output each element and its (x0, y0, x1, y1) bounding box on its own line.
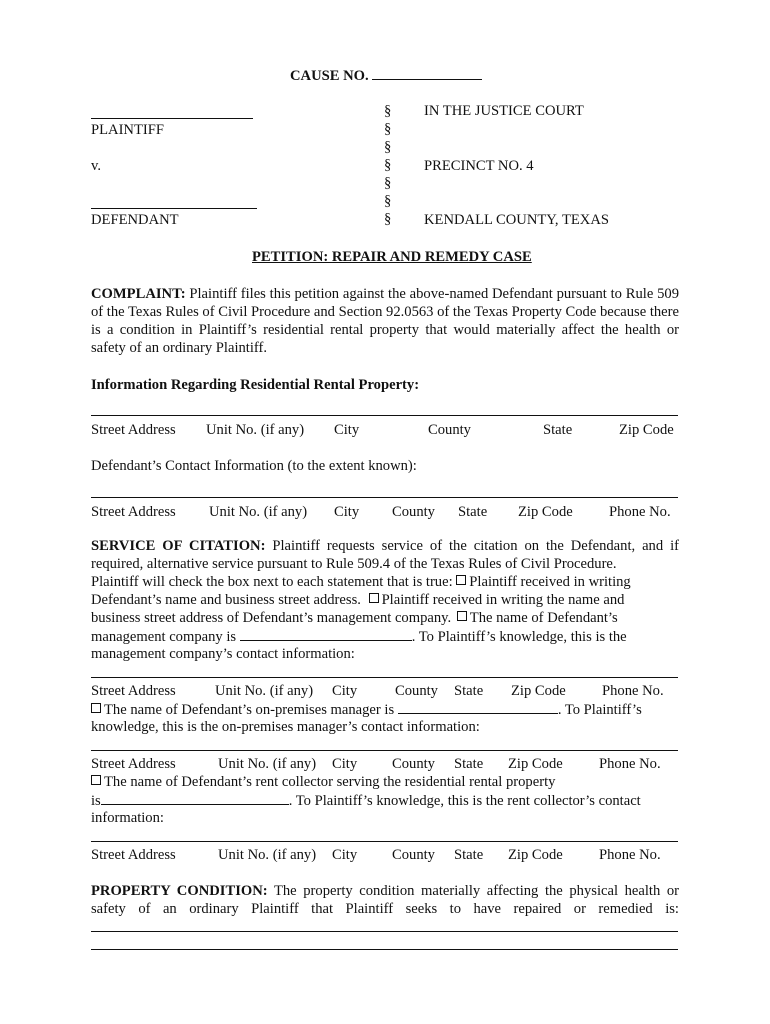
precinct-number: PRECINCT NO. 4 (424, 158, 534, 174)
cause-number (290, 66, 482, 85)
column-zip: Zip Code (511, 683, 566, 699)
column-city: City (332, 683, 358, 699)
service-text: Plaintiff will check the box next to each statement that is true: (91, 574, 453, 590)
defendant-contact-line[interactable] (91, 497, 678, 498)
service-text: The name of Defendant’s (469, 610, 618, 626)
condition-line-1 (91, 882, 679, 900)
column-zip: Zip Code (508, 847, 563, 863)
property-columns-row (91, 421, 679, 439)
checkbox-management-company[interactable] (457, 611, 467, 621)
column-state: State (454, 847, 484, 863)
defendant-columns-row (91, 503, 679, 521)
column-city: City (334, 504, 360, 520)
rent-line-1 (91, 773, 679, 791)
service-text: The name of Defendant’s rent collector serving the residential rental property (104, 774, 556, 790)
service-text: business street address of Defendant’s management company. (91, 610, 452, 626)
condition-answer-line[interactable] (91, 949, 678, 950)
plaintiff-name-field[interactable] (91, 105, 253, 119)
column-city: City (332, 847, 358, 863)
complaint-text: Plaintiff files this petition against the above-named Defendant pursuant to Rule 509 of the Texas Rules of Civil Procedure and Section 92.0563 of the Texas Property Code because there is a condition in Plaintiff’s residential rental property that would materially affect the health or safety of an ordinary Plaintiff. (91, 286, 680, 356)
onprem-columns-row (91, 755, 679, 773)
column-unit: Unit No. (if any) (218, 756, 317, 772)
column-city: City (332, 756, 358, 772)
onprem-line-1 (91, 700, 679, 719)
column-phone: Phone No. (602, 683, 664, 699)
service-text: The name of Defendant’s on-premises manager is (104, 702, 395, 718)
defendant-contact-label: Defendant’s Contact Information (to the extent known): (91, 458, 417, 474)
column-county: County (392, 847, 435, 863)
onprem-line-2: knowledge, this is the on-premises manager’s contact information: (91, 719, 480, 735)
section-sign: § (384, 175, 392, 191)
section-sign: § (384, 211, 392, 227)
column-county: County (395, 683, 438, 699)
onprem-contact-line[interactable] (91, 750, 678, 751)
rent-collector-field[interactable] (101, 791, 289, 805)
management-columns-row (91, 682, 679, 700)
property-info-heading: Information Regarding Residential Rental Property: (91, 377, 420, 393)
rent-columns-row (91, 846, 679, 864)
county-name: KENDALL COUNTY, TEXAS (424, 212, 609, 228)
service-line-4 (91, 591, 679, 609)
complaint-paragraph (91, 285, 679, 357)
column-county: County (392, 756, 435, 772)
defendant-label: DEFENDANT (91, 212, 179, 228)
checkbox-received-management[interactable] (369, 593, 379, 603)
service-line-3 (91, 573, 679, 591)
service-text: is (91, 793, 101, 809)
document-title: PETITION: REPAIR AND REMEDY CASE (252, 249, 532, 265)
column-street-address: Street Address (91, 683, 176, 699)
column-phone: Phone No. (599, 847, 661, 863)
service-text: . To Plaintiff’s (557, 702, 642, 718)
column-state: State (454, 683, 484, 699)
onprem-manager-field[interactable] (398, 700, 558, 714)
service-text: management company is (91, 629, 237, 645)
column-street-address: Street Address (91, 756, 176, 772)
defendant-name-field[interactable] (91, 195, 257, 209)
rent-contact-line[interactable] (91, 841, 678, 842)
column-state: State (543, 422, 573, 438)
versus-label: v. (91, 158, 101, 174)
service-heading: SERVICE OF CITATION: (91, 538, 266, 554)
rent-line-3: information: (91, 810, 164, 826)
section-sign: § (384, 103, 392, 119)
condition-line-2: safety of an ordinary Plaintiff that Plaintiff seeks to have repaired or remedied is: (91, 901, 679, 917)
column-phone: Phone No. (599, 756, 661, 772)
cause-number-field[interactable] (372, 66, 482, 80)
column-county: County (392, 504, 435, 520)
section-sign: § (384, 157, 392, 173)
column-phone: Phone No. (609, 504, 671, 520)
condition-text: The property condition materially affecting the physical health or (273, 883, 680, 899)
section-sign: § (384, 139, 392, 155)
column-unit: Unit No. (if any) (218, 847, 317, 863)
checkbox-onprem-manager[interactable] (91, 703, 101, 713)
cause-label: CAUSE NO. (290, 68, 369, 84)
column-street-address: Street Address (91, 504, 176, 520)
column-county: County (428, 422, 471, 438)
service-line-7: management company’s contact information: (91, 646, 355, 662)
service-text: Plaintiff received in writing the name and (381, 592, 625, 608)
column-unit: Unit No. (if any) (206, 422, 305, 438)
condition-heading: PROPERTY CONDITION: (91, 883, 268, 899)
service-text: Defendant’s name and business street address. (91, 592, 361, 608)
column-state: State (454, 756, 484, 772)
section-sign: § (384, 121, 392, 137)
column-city: City (334, 422, 360, 438)
service-line-2: required, alternative service pursuant to Rule 509.4 of the Texas Rules of Civil Procedure. (91, 556, 617, 572)
column-unit: Unit No. (if any) (215, 683, 314, 699)
plaintiff-label: PLAINTIFF (91, 122, 164, 138)
checkbox-received-defendant[interactable] (456, 575, 466, 585)
column-zip: Zip Code (518, 504, 573, 520)
section-sign: § (384, 193, 392, 209)
property-address-line[interactable] (91, 415, 678, 416)
service-text: Plaintiff requests service of the citation on the Defendant, and if (272, 538, 679, 554)
service-text: . To Plaintiff’s knowledge, this is the (411, 629, 627, 645)
column-unit: Unit No. (if any) (209, 504, 308, 520)
management-company-field[interactable] (240, 627, 412, 641)
service-text: Plaintiff received in writing (469, 574, 631, 590)
rent-line-2 (91, 791, 679, 810)
column-state: State (458, 504, 488, 520)
column-street-address: Street Address (91, 847, 176, 863)
condition-answer-line[interactable] (91, 931, 678, 932)
column-zip: Zip Code (508, 756, 563, 772)
management-contact-line[interactable] (91, 677, 678, 678)
service-line-5 (91, 609, 679, 627)
service-line-6 (91, 627, 679, 646)
service-text: . To Plaintiff’s knowledge, this is the rent collector’s contact (288, 793, 641, 809)
column-zip: Zip Code (619, 422, 674, 438)
checkbox-rent-collector[interactable] (91, 775, 101, 785)
court-name: IN THE JUSTICE COURT (424, 103, 584, 119)
complaint-heading: COMPLAINT: (91, 286, 186, 302)
service-line-1 (91, 537, 679, 555)
column-street-address: Street Address (91, 422, 176, 438)
